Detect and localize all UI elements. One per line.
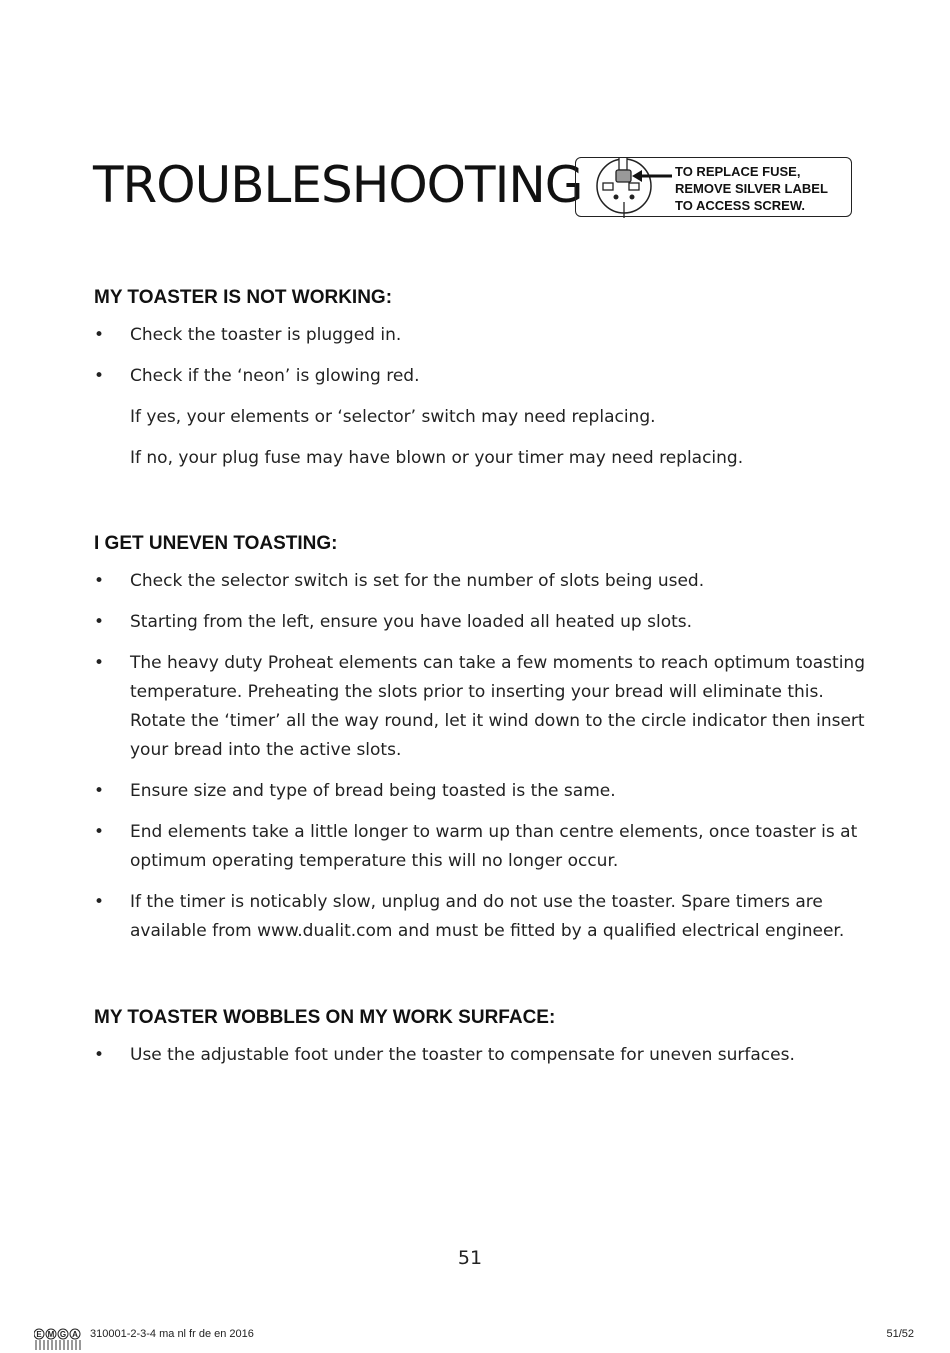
fuse-label-line: TO ACCESS SCREW. (675, 198, 806, 213)
section-wobbles (94, 1007, 874, 1070)
section-heading: MY TOASTER WOBBLES ON MY WORK SURFACE: (94, 1007, 556, 1028)
logo-letter: A (72, 1330, 78, 1339)
fuse-label-line: REMOVE SILVER LABEL (675, 181, 828, 196)
document-code: 310001-2-3-4 ma nl fr de en 2016 (90, 1328, 254, 1340)
section-heading: MY TOASTER IS NOT WORKING: (94, 287, 393, 308)
bullet-item: • The heavy duty Proheat elements can take a few moments to reach optimum toasting temperature. Preheating the slots prior to inserting your bread will eliminate this. Rotate the ‘timer’ all the way round, let it wind down to the circle indicator then insert your bread into the active slots. (94, 649, 874, 765)
bullet-item: • Starting from the left, ensure you have loaded all heated up slots. (94, 608, 874, 637)
logo-letter: G (59, 1330, 67, 1339)
bullet-list (94, 1041, 874, 1070)
bullet-list (94, 567, 874, 946)
bullet-item: • Check if the ‘neon’ is glowing red. (94, 362, 874, 391)
plug-icon (576, 158, 676, 218)
page-title: TROUBLESHOOTING (93, 156, 583, 214)
fuse-label (675, 163, 828, 214)
fuse-label-line: TO REPLACE FUSE, (675, 164, 801, 179)
emga-logo (34, 1326, 86, 1350)
page-number: 51 (457, 1247, 483, 1269)
bullet-list (94, 321, 874, 391)
fuse-replacement-notice (575, 157, 852, 217)
logo-letter: E (36, 1330, 42, 1339)
section-uneven-toasting (94, 533, 874, 946)
sub-line: If yes, your elements or ‘selector’ switch may need replacing. (130, 407, 656, 427)
sub-line: If no, your plug fuse may have blown or your timer may need replacing. (130, 448, 744, 468)
bullet-item: • Ensure size and type of bread being toasted is the same. (94, 777, 874, 806)
bullet-item: • If the timer is noticably slow, unplug and do not use the toaster. Spare timers are available from www.dualit.com and must be fitted by a qualified electrical engineer. (94, 888, 874, 946)
section-not-working (94, 287, 874, 473)
bullet-item: • Use the adjustable foot under the toaster to compensate for uneven surfaces. (94, 1041, 874, 1070)
bullet-item: • End elements take a little longer to warm up than centre elements, once toaster is at optimum operating temperature this will no longer occur. (94, 818, 874, 876)
bullet-item: • Check the toaster is plugged in. (94, 321, 874, 350)
logo-letter: M (47, 1330, 55, 1339)
page-reference: 51/52 (886, 1328, 914, 1340)
section-heading: I GET UNEVEN TOASTING: (94, 533, 338, 554)
bullet-item: • Check the selector switch is set for the number of slots being used. (94, 567, 874, 596)
